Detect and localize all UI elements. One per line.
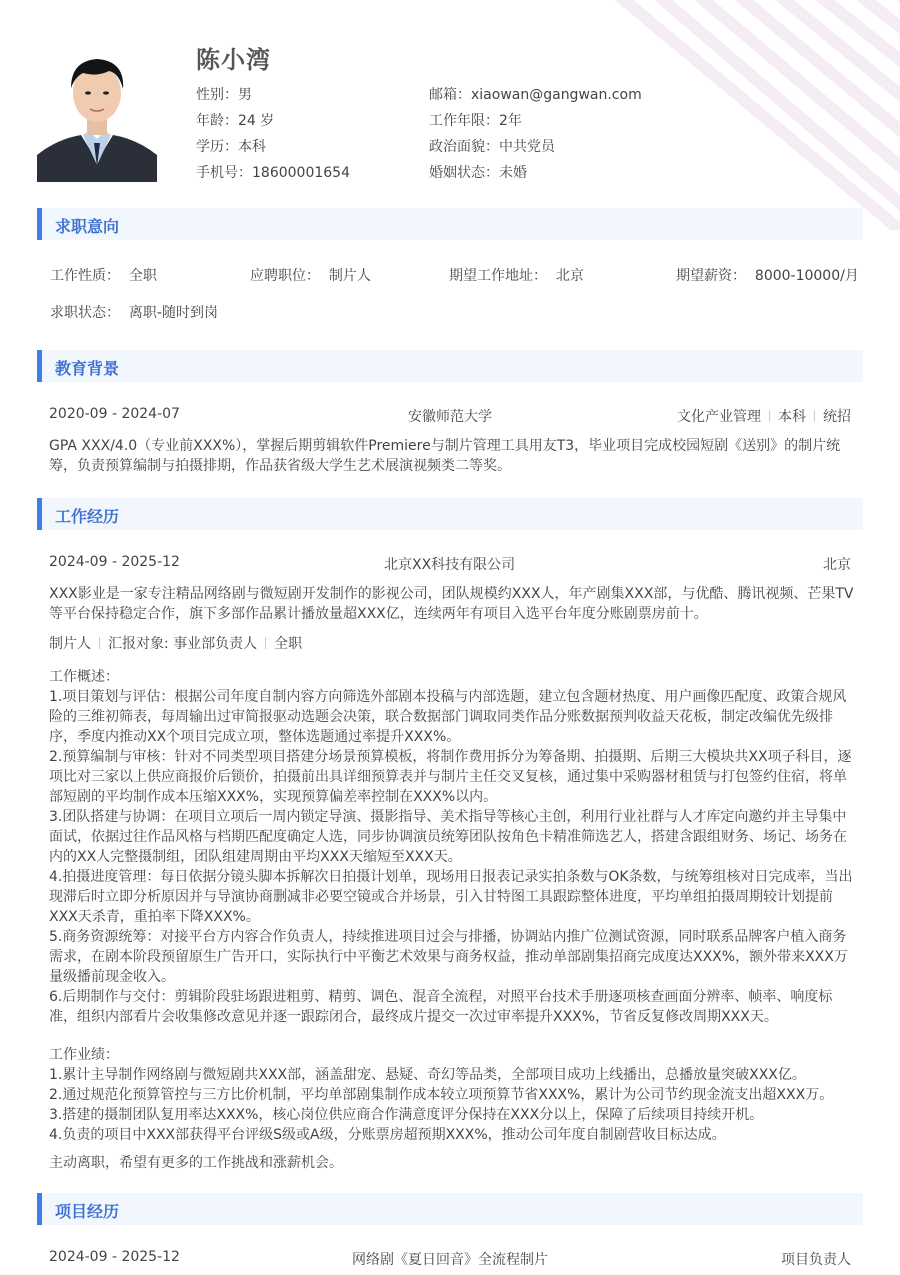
divider (265, 637, 266, 649)
email-value: xiaowan@gangwan.com (471, 87, 642, 103)
divider (814, 410, 815, 422)
intent-item: 期望薪资： 8000-10000/月 (676, 268, 859, 284)
phone-value: 18600001654 (252, 165, 350, 181)
field-label: 学历： (196, 139, 238, 155)
field-label: 邮箱： (429, 87, 471, 103)
education-major: 文化产业管理 (677, 409, 761, 425)
work-city: 北京 (823, 557, 851, 573)
achievement-item: 3.搭建的摄制团队复用率达XXX%，核心岗位供应商合作满意度评分保持在XXX分以上，保障了后续项目持续开机。 (49, 1107, 764, 1123)
divider (769, 410, 770, 422)
education-date: 2020-09 - 2024-07 (49, 406, 180, 422)
section-title: 项目经历 (55, 1202, 120, 1221)
section-header-project (37, 1193, 863, 1225)
field-label: 性别： (196, 87, 238, 103)
section-header-education (37, 350, 863, 382)
field-value: 未婚 (499, 165, 527, 181)
project-name: 网络剧《夏日回音》全流程制片 (352, 1252, 548, 1268)
basic-info-row (196, 162, 716, 188)
work-achievements (49, 1045, 859, 1145)
work-tags (49, 633, 302, 653)
work-type: 全职 (274, 636, 303, 652)
field-label: 政治面貌： (429, 139, 499, 155)
leave-reason: 主动离职，希望有更多的工作挑战和涨薪机会。 (49, 1155, 343, 1171)
overview-item: 4.拍摄进度管理：每日依据分镜头脚本拆解次日拍摄计划单，现场用日报表记录实拍条数与OK条数，与统筹组核对日完成率，当出现滞后时立即分析原因并与导演协商删减非必要空镜或合并场景，引入甘特图工具跟踪整体进度，平均单组拍摄周期较计划提前XXX天杀青，重拍率下降XXX%。 (49, 869, 853, 925)
intent-item: 应聘职位： 制片人 (250, 268, 371, 284)
section-header-intent (37, 208, 863, 240)
intent-item: 求职状态： 离职-随时到岗 (50, 305, 218, 321)
education-type: 统招 (823, 409, 851, 425)
work-report-to: 汇报对象: 事业部负责人 (108, 636, 258, 652)
basic-info-row (196, 110, 716, 136)
overview-item: 2.预算编制与审核：针对不同类型项目搭建分场景预算模板，将制作费用拆分为筹备期、拍摄期、后期三大模块共XX项子科目，逐项比对三家以上供应商报价后锁价，拍摄前出具详细预算表并与制片主任交叉复核，通过集中采购器材租赁与打包签约住宿，将单部短剧的平均制作成本压缩XXX%，实现预算偏差率控制在XXX%以内。 (49, 749, 852, 805)
achievements-title: 工作业绩： (49, 1047, 119, 1063)
field-label: 婚姻状态： (429, 165, 499, 181)
intent-item: 期望工作地址： 北京 (449, 268, 584, 284)
overview-item: 3.团队搭建与协调：在项目立项后一周内锁定导演、摄影指导、美术指导等核心主创，利用行业社群与人才库定向邀约并主导集中面试，依据过往作品风格与档期匹配度确定人选，同步协调演员统筹团队按角色卡精准筛选艺人，搭建含跟组财务、场记、场务在内的XX人完整摄制组，团队组建周期由平均XXX天缩短至XXX天。 (49, 809, 847, 865)
education-degree: 本科 (778, 409, 806, 425)
section-title: 求职意向 (55, 217, 120, 236)
section-header-work (37, 498, 863, 530)
work-position: 制片人 (49, 636, 91, 652)
basic-info (196, 84, 716, 188)
section-accent-bar (37, 498, 42, 530)
candidate-name: 陈小湾 (196, 46, 271, 74)
section-accent-bar (37, 1193, 42, 1225)
intent-item: 工作性质： 全职 (50, 268, 157, 284)
overview-item: 5.商务资源统筹：对接平台方内容合作负责人，持续推进项目过会与排播，协调站内推广位测试资源，同时联系品牌客户植入商务需求，在剧本阶段预留原生广告开口，实际执行中平衡艺术效果与商务权益，推动单部剧集招商完成度达XXX%，额外带来XXX万量级播前现金收入。 (49, 929, 848, 985)
basic-info-row (196, 84, 716, 110)
achievement-item: 1.累计主导制作网络剧与微短剧共XXX部，涵盖甜宠、悬疑、奇幻等品类，全部项目成功上线播出，总播放量突破XXX亿。 (49, 1067, 806, 1083)
overview-item: 6.后期制作与交付：剪辑阶段驻场跟进粗剪、精剪、调色、混音全流程，对照平台技术手册逐项核查画面分辨率、帧率、响度标准，组织内部看片会收集修改意见并逐一跟踪闭合，最终成片提交一次过审率提升XXX%，节省反复修改周期XXX天。 (49, 989, 833, 1025)
field-value: 本科 (238, 139, 266, 155)
avatar-photo (37, 43, 157, 182)
field-value: 中共党员 (499, 139, 555, 155)
project-date: 2024-09 - 2025-12 (49, 1249, 180, 1265)
field-value: 男 (238, 87, 252, 103)
achievement-item: 4.负责的项目中XXX部获得平台评级S级或A级，分账票房超预期XXX%，推动公司年度自制剧营收目标达成。 (49, 1127, 726, 1143)
field-label: 手机号： (196, 165, 252, 181)
education-tags (677, 406, 851, 426)
work-company-intro: XXX影业是一家专注精品网络剧与微短剧开发制作的影视公司，团队规模约XXX人，年产剧集XXX部，与优酷、腾讯视频、芒果TV等平台保持稳定合作，旗下多部作品累计播放量超XXX亿，连续两年有项目入选平台年度分账剧票房前十。 (49, 586, 854, 622)
section-accent-bar (37, 350, 42, 382)
work-company: 北京XX科技有限公司 (384, 557, 516, 573)
work-date: 2024-09 - 2025-12 (49, 554, 180, 570)
field-value: 2年 (499, 113, 522, 129)
education-school: 安徽师范大学 (408, 409, 492, 425)
divider (99, 637, 100, 649)
overview-item: 1.项目策划与评估：根据公司年度自制内容方向筛选外部剧本投稿与内部选题，建立包含题材热度、用户画像匹配度、政策合规风险的三维初筛表，每周输出过审简报驱动选题会决策，联合数据部门调取同类作品分账数据预判收益天花板，制定改编优先级排序，季度内推动XX个项目完成立项，整体选题通过率提升XXX%。 (49, 689, 847, 745)
field-label: 年龄： (196, 113, 238, 129)
project-role: 项目负责人 (781, 1252, 851, 1268)
section-title: 教育背景 (55, 359, 120, 378)
field-value: 24 岁 (238, 113, 275, 129)
field-label: 工作年限： (429, 113, 499, 129)
section-accent-bar (37, 208, 42, 240)
education-description: GPA XXX/4.0（专业前XXX%），掌握后期剪辑软件Premiere与制片管理工具用友T3，毕业项目完成校园短剧《送别》的制片统筹，负责预算编制与拍摄排期，作品获省级大学生艺术展演视频类二等奖。 (49, 438, 841, 474)
work-overview (49, 667, 859, 1027)
achievement-item: 2.通过规范化预算管控与三方比价机制，平均单部剧集制作成本较立项预算节省XXX%，累计为公司节约现金流支出超XXX万。 (49, 1087, 834, 1103)
section-title: 工作经历 (55, 507, 120, 526)
overview-title: 工作概述： (49, 669, 119, 685)
basic-info-row (196, 136, 716, 162)
